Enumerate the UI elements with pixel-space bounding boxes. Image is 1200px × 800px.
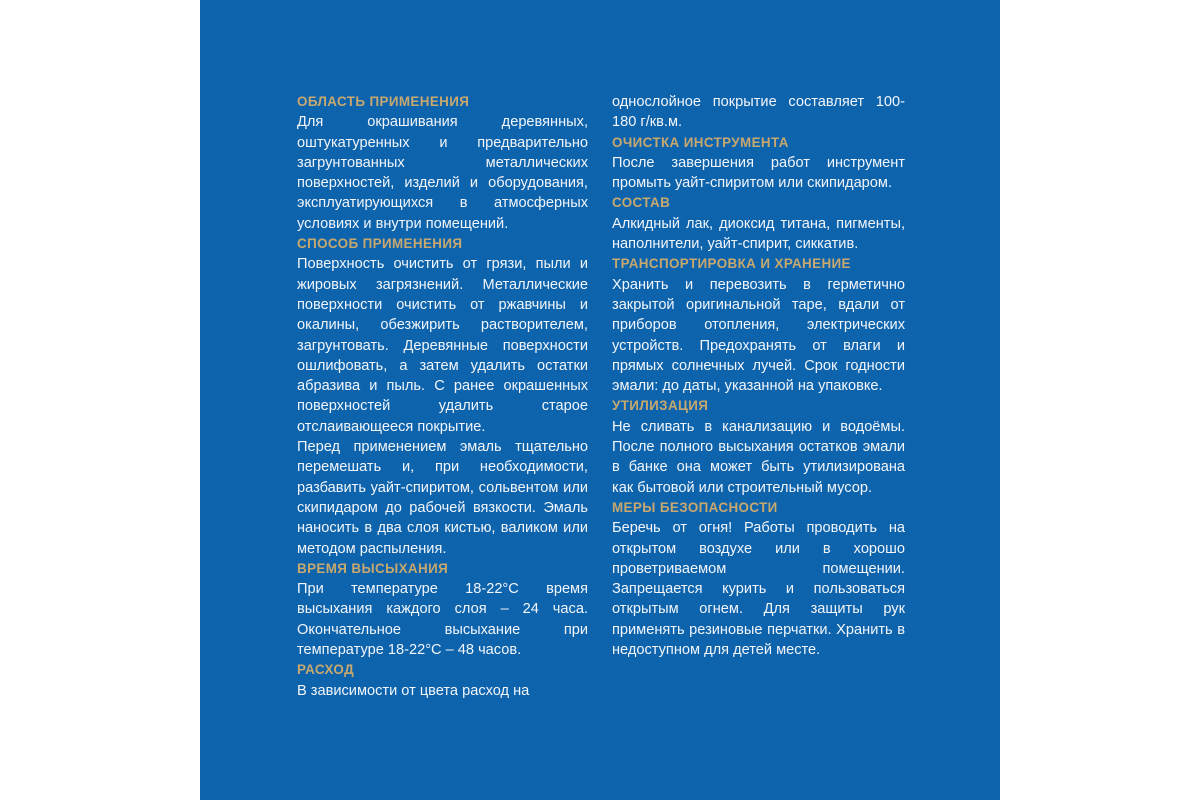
section-paragraph: В зависимости от цвета расход на bbox=[297, 682, 530, 699]
section-paragraph: При температуре 18-22°С время высыхания каждого слоя – 24 часа. Окончательное высыхание при температуре 18-22°С – 48 часов. bbox=[297, 581, 588, 659]
section-heading: СОСТАВ bbox=[612, 195, 671, 211]
section-paragraph: Перед применением эмаль тщательно перемешать и, при необходимости, разбавить уайт-спиритом, сольвентом или скипидаром до рабочей вязкости. Эмаль наносить в два слоя кистью, валиком или методом распыления. bbox=[297, 439, 588, 557]
section-composition bbox=[612, 193, 905, 254]
product-label-panel bbox=[200, 0, 1000, 800]
section-heading: ОБЛАСТЬ ПРИМЕНЕНИЯ bbox=[297, 94, 470, 109]
section-safety-measures bbox=[612, 498, 905, 660]
section-transport-storage bbox=[612, 254, 905, 396]
section-heading: РАСХОД bbox=[297, 662, 355, 678]
section-paragraph: После завершения работ инструмент промыть уайт-спиритом или скипидаром. bbox=[612, 154, 905, 192]
section-heading: СПОСОБ ПРИМЕНЕНИЯ bbox=[297, 236, 463, 252]
section-consumption bbox=[297, 660, 588, 701]
section-disposal bbox=[612, 396, 905, 497]
section-heading: ОЧИСТКА ИНСТРУМЕНТА bbox=[612, 134, 789, 150]
section-paragraph: Алкидный лак, диоксид титана, пигменты, наполнители, уайт-спирит, сиккатив. bbox=[612, 215, 905, 253]
section-paragraph: Не сливать в канализацию и водоёмы. После полного высыхания остатков эмали в банке она может быть утилизирована как бытовой или строительный мусор. bbox=[612, 418, 905, 496]
section-consumption-continued bbox=[612, 92, 905, 133]
section-paragraph: Поверхность очистить от грязи, пыли и жировых загрязнений. Металлические поверхности очистить от ржавчины и окалины, обезжирить растворителем, загрунтовать. Деревянные поверхности ошлифовать, а затем удалить остатки абразива и пыль. С ранее окрашенных поверхностей удалить старое отслаивающееся покрытие. bbox=[297, 256, 588, 435]
section-heading: ТРАНСПОРТИРОВКА И ХРАНЕНИЕ bbox=[612, 256, 851, 272]
section-heading: ВРЕМЯ ВЫСЫХАНИЯ bbox=[297, 560, 449, 576]
section-tool-cleaning bbox=[612, 133, 905, 194]
section-paragraph: Для окрашивания деревянных, оштукатуренных и предварительно загрунтованных металлических поверхностей, изделий и оборудования, эксплуатирующихся в атмосферных условиях и внутри помещений. bbox=[297, 114, 588, 232]
right-text-column bbox=[612, 92, 905, 660]
section-paragraph: однослойное покрытие составляет 100-180 г/кв.м. bbox=[612, 94, 905, 131]
section-paragraph: Беречь от огня! Работы проводить на открытом воздухе или в хорошо проветриваемом помещении. Запрещается курить и пользоваться открытым огнем. Для защиты рук применять резиновые перчатки. Хранить в недоступном для детей месте. bbox=[612, 520, 905, 659]
section-application-area bbox=[297, 92, 588, 234]
left-text-column bbox=[297, 92, 588, 701]
section-heading: УТИЛИЗАЦИЯ bbox=[612, 398, 709, 414]
section-heading: МЕРЫ БЕЗОПАСНОСТИ bbox=[612, 499, 778, 515]
section-drying-time bbox=[297, 559, 588, 660]
section-paragraph: Хранить и перевозить в герметично закрытой оригинальной таре, вдали от приборов отопления, электрических устройств. Предохранять от влаги и прямых солнечных лучей. Срок годности эмали: до даты, указанной на упаковке. bbox=[612, 276, 905, 395]
section-application-method bbox=[297, 234, 588, 559]
